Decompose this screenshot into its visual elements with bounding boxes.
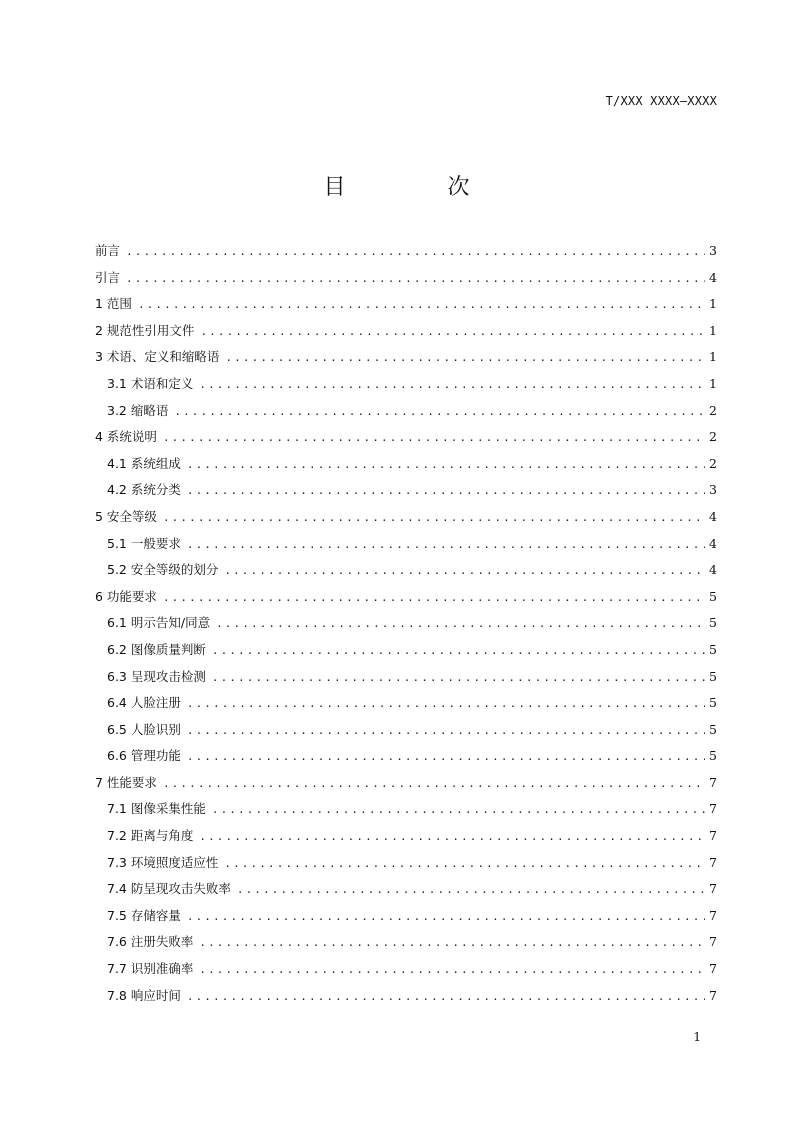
dot-leader bbox=[216, 611, 705, 638]
dot-leader bbox=[187, 984, 705, 1011]
toc-entry-page: 5 bbox=[709, 588, 717, 604]
dot-leader bbox=[187, 718, 705, 745]
toc-entry-label: 7.6 注册失败率 bbox=[107, 934, 194, 950]
toc-entry-label: 6.3 呈现攻击检测 bbox=[107, 668, 206, 684]
dot-leader bbox=[199, 372, 705, 399]
toc-entry-label: 7.1 图像采集性能 bbox=[107, 801, 206, 817]
toc-entry[interactable] bbox=[95, 424, 717, 451]
toc-entry-page: 1 bbox=[709, 296, 717, 312]
dot-leader bbox=[187, 478, 705, 505]
dot-leader bbox=[212, 797, 705, 824]
toc-entry-page: 5 bbox=[709, 641, 717, 657]
toc-entry-label: 7.2 距离与角度 bbox=[107, 828, 194, 844]
toc-entry-label: 7.3 环境照度适应性 bbox=[107, 854, 219, 870]
toc-entry-page: 5 bbox=[709, 721, 717, 737]
toc-entry-label: 4.2 系统分类 bbox=[107, 482, 181, 498]
toc-entry-page: 4 bbox=[709, 269, 717, 285]
toc-entry-label: 3.2 缩略语 bbox=[107, 402, 169, 418]
toc-entry-label: 7.7 识别准确率 bbox=[107, 961, 194, 977]
dot-leader bbox=[187, 691, 705, 718]
dot-leader bbox=[199, 957, 705, 984]
toc-entry-label: 引言 bbox=[95, 269, 121, 285]
toc-entry-page: 5 bbox=[709, 748, 717, 764]
toc-entry-page: 1 bbox=[709, 322, 717, 338]
toc-entry-page: 7 bbox=[709, 934, 717, 950]
dot-leader bbox=[174, 399, 705, 426]
toc-entry[interactable] bbox=[95, 477, 717, 504]
toc-entry-page: 5 bbox=[709, 695, 717, 711]
page-title: 目 次 bbox=[323, 175, 510, 200]
toc-entry[interactable] bbox=[95, 743, 717, 770]
dot-leader bbox=[126, 266, 705, 293]
toc-entry-page: 7 bbox=[709, 774, 717, 790]
toc-entry-label: 3.1 术语和定义 bbox=[107, 375, 194, 391]
toc-entry-page: 1 bbox=[709, 375, 717, 391]
toc-entry-label: 7.4 防呈现攻击失败率 bbox=[107, 881, 231, 897]
toc-entry-label: 5.2 安全等级的划分 bbox=[107, 562, 219, 578]
toc-entry-label: 6.4 人脸注册 bbox=[107, 695, 181, 711]
dot-leader bbox=[163, 425, 705, 452]
dot-leader bbox=[199, 930, 705, 957]
toc-entry[interactable] bbox=[95, 903, 717, 930]
toc-entry[interactable] bbox=[95, 717, 717, 744]
dot-leader bbox=[200, 319, 705, 346]
toc-entry-label: 7.8 响应时间 bbox=[107, 987, 181, 1003]
dot-leader bbox=[224, 558, 705, 585]
toc-entry-label: 3 术语、定义和缩略语 bbox=[95, 349, 220, 365]
toc-entry[interactable] bbox=[95, 876, 717, 903]
toc-entry[interactable] bbox=[95, 956, 717, 983]
dot-leader bbox=[187, 452, 705, 479]
toc-entry-page: 1 bbox=[709, 349, 717, 365]
toc-entry[interactable] bbox=[95, 344, 717, 371]
toc-entry[interactable] bbox=[95, 584, 717, 611]
toc-entry[interactable] bbox=[95, 318, 717, 345]
dot-leader bbox=[187, 532, 705, 559]
toc-entry-label: 7 性能要求 bbox=[95, 774, 157, 790]
toc-entry-page: 4 bbox=[709, 562, 717, 578]
toc-entry-page: 2 bbox=[709, 402, 717, 418]
toc-entry-page: 7 bbox=[709, 987, 717, 1003]
toc-entry-label: 4 系统说明 bbox=[95, 429, 157, 445]
toc-entry-label: 6.6 管理功能 bbox=[107, 748, 181, 764]
toc-entry[interactable] bbox=[95, 983, 717, 1010]
dot-leader bbox=[212, 665, 705, 692]
toc-entry[interactable] bbox=[95, 690, 717, 717]
toc-entry-page: 3 bbox=[709, 482, 717, 498]
toc-entry-label: 前言 bbox=[95, 243, 121, 258]
toc-entry-page: 5 bbox=[709, 615, 717, 631]
toc-entry[interactable] bbox=[95, 823, 717, 850]
toc-entry[interactable] bbox=[95, 398, 717, 425]
toc-entry-page: 4 bbox=[709, 508, 717, 524]
toc-entry[interactable] bbox=[95, 531, 717, 558]
toc-entry-page: 7 bbox=[709, 961, 717, 977]
toc-entry-page: 7 bbox=[709, 854, 717, 870]
dot-leader bbox=[237, 877, 705, 904]
table-of-contents bbox=[95, 238, 717, 1009]
toc-entry-label: 7.5 存储容量 bbox=[107, 907, 181, 923]
toc-entry[interactable] bbox=[95, 929, 717, 956]
toc-entry[interactable] bbox=[95, 265, 717, 292]
toc-entry[interactable] bbox=[95, 291, 717, 318]
toc-entry[interactable] bbox=[95, 796, 717, 823]
page-number: 1 bbox=[693, 1030, 701, 1044]
toc-entry[interactable] bbox=[95, 610, 717, 637]
toc-entry-label: 5.1 一般要求 bbox=[107, 535, 181, 551]
document-code: T/XXX XXXX—XXXX bbox=[605, 94, 717, 108]
dot-leader bbox=[224, 851, 705, 878]
toc-entry-label: 1 范围 bbox=[95, 296, 132, 312]
dot-leader bbox=[138, 292, 705, 319]
toc-entry-label: 6.2 图像质量判断 bbox=[107, 641, 206, 657]
toc-entry[interactable] bbox=[95, 371, 717, 398]
toc-entry-label: 6 功能要求 bbox=[95, 588, 157, 604]
toc-entry-label: 5 安全等级 bbox=[95, 508, 157, 524]
toc-entry-page: 5 bbox=[709, 668, 717, 684]
toc-entry[interactable] bbox=[95, 557, 717, 584]
toc-entry[interactable] bbox=[95, 637, 717, 664]
toc-entry[interactable] bbox=[95, 770, 717, 797]
toc-entry[interactable] bbox=[95, 451, 717, 478]
dot-leader bbox=[187, 904, 705, 931]
toc-entry-page: 2 bbox=[709, 429, 717, 445]
dot-leader bbox=[212, 638, 705, 665]
toc-entry-label: 6.5 人脸识别 bbox=[107, 721, 181, 737]
dot-leader bbox=[163, 771, 705, 798]
toc-entry-page: 7 bbox=[709, 907, 717, 923]
toc-entry-page: 7 bbox=[709, 881, 717, 897]
toc-entry-label: 4.1 系统组成 bbox=[107, 455, 181, 471]
toc-entry-page: 7 bbox=[709, 828, 717, 844]
toc-entry-page: 3 bbox=[709, 243, 717, 258]
toc-entry[interactable] bbox=[95, 238, 717, 265]
toc-entry-page: 4 bbox=[709, 535, 717, 551]
dot-leader bbox=[225, 345, 705, 372]
dot-leader bbox=[187, 744, 705, 771]
toc-entry-label: 2 规范性引用文件 bbox=[95, 322, 195, 338]
dot-leader bbox=[163, 505, 705, 532]
toc-entry-page: 7 bbox=[709, 801, 717, 817]
toc-entry[interactable] bbox=[95, 504, 717, 531]
toc-entry[interactable] bbox=[95, 664, 717, 691]
toc-entry-page: 2 bbox=[709, 455, 717, 471]
toc-entry[interactable] bbox=[95, 850, 717, 877]
dot-leader bbox=[163, 585, 705, 612]
dot-leader bbox=[199, 824, 705, 851]
dot-leader bbox=[126, 239, 705, 266]
toc-entry-label: 6.1 明示告知/同意 bbox=[107, 615, 211, 631]
